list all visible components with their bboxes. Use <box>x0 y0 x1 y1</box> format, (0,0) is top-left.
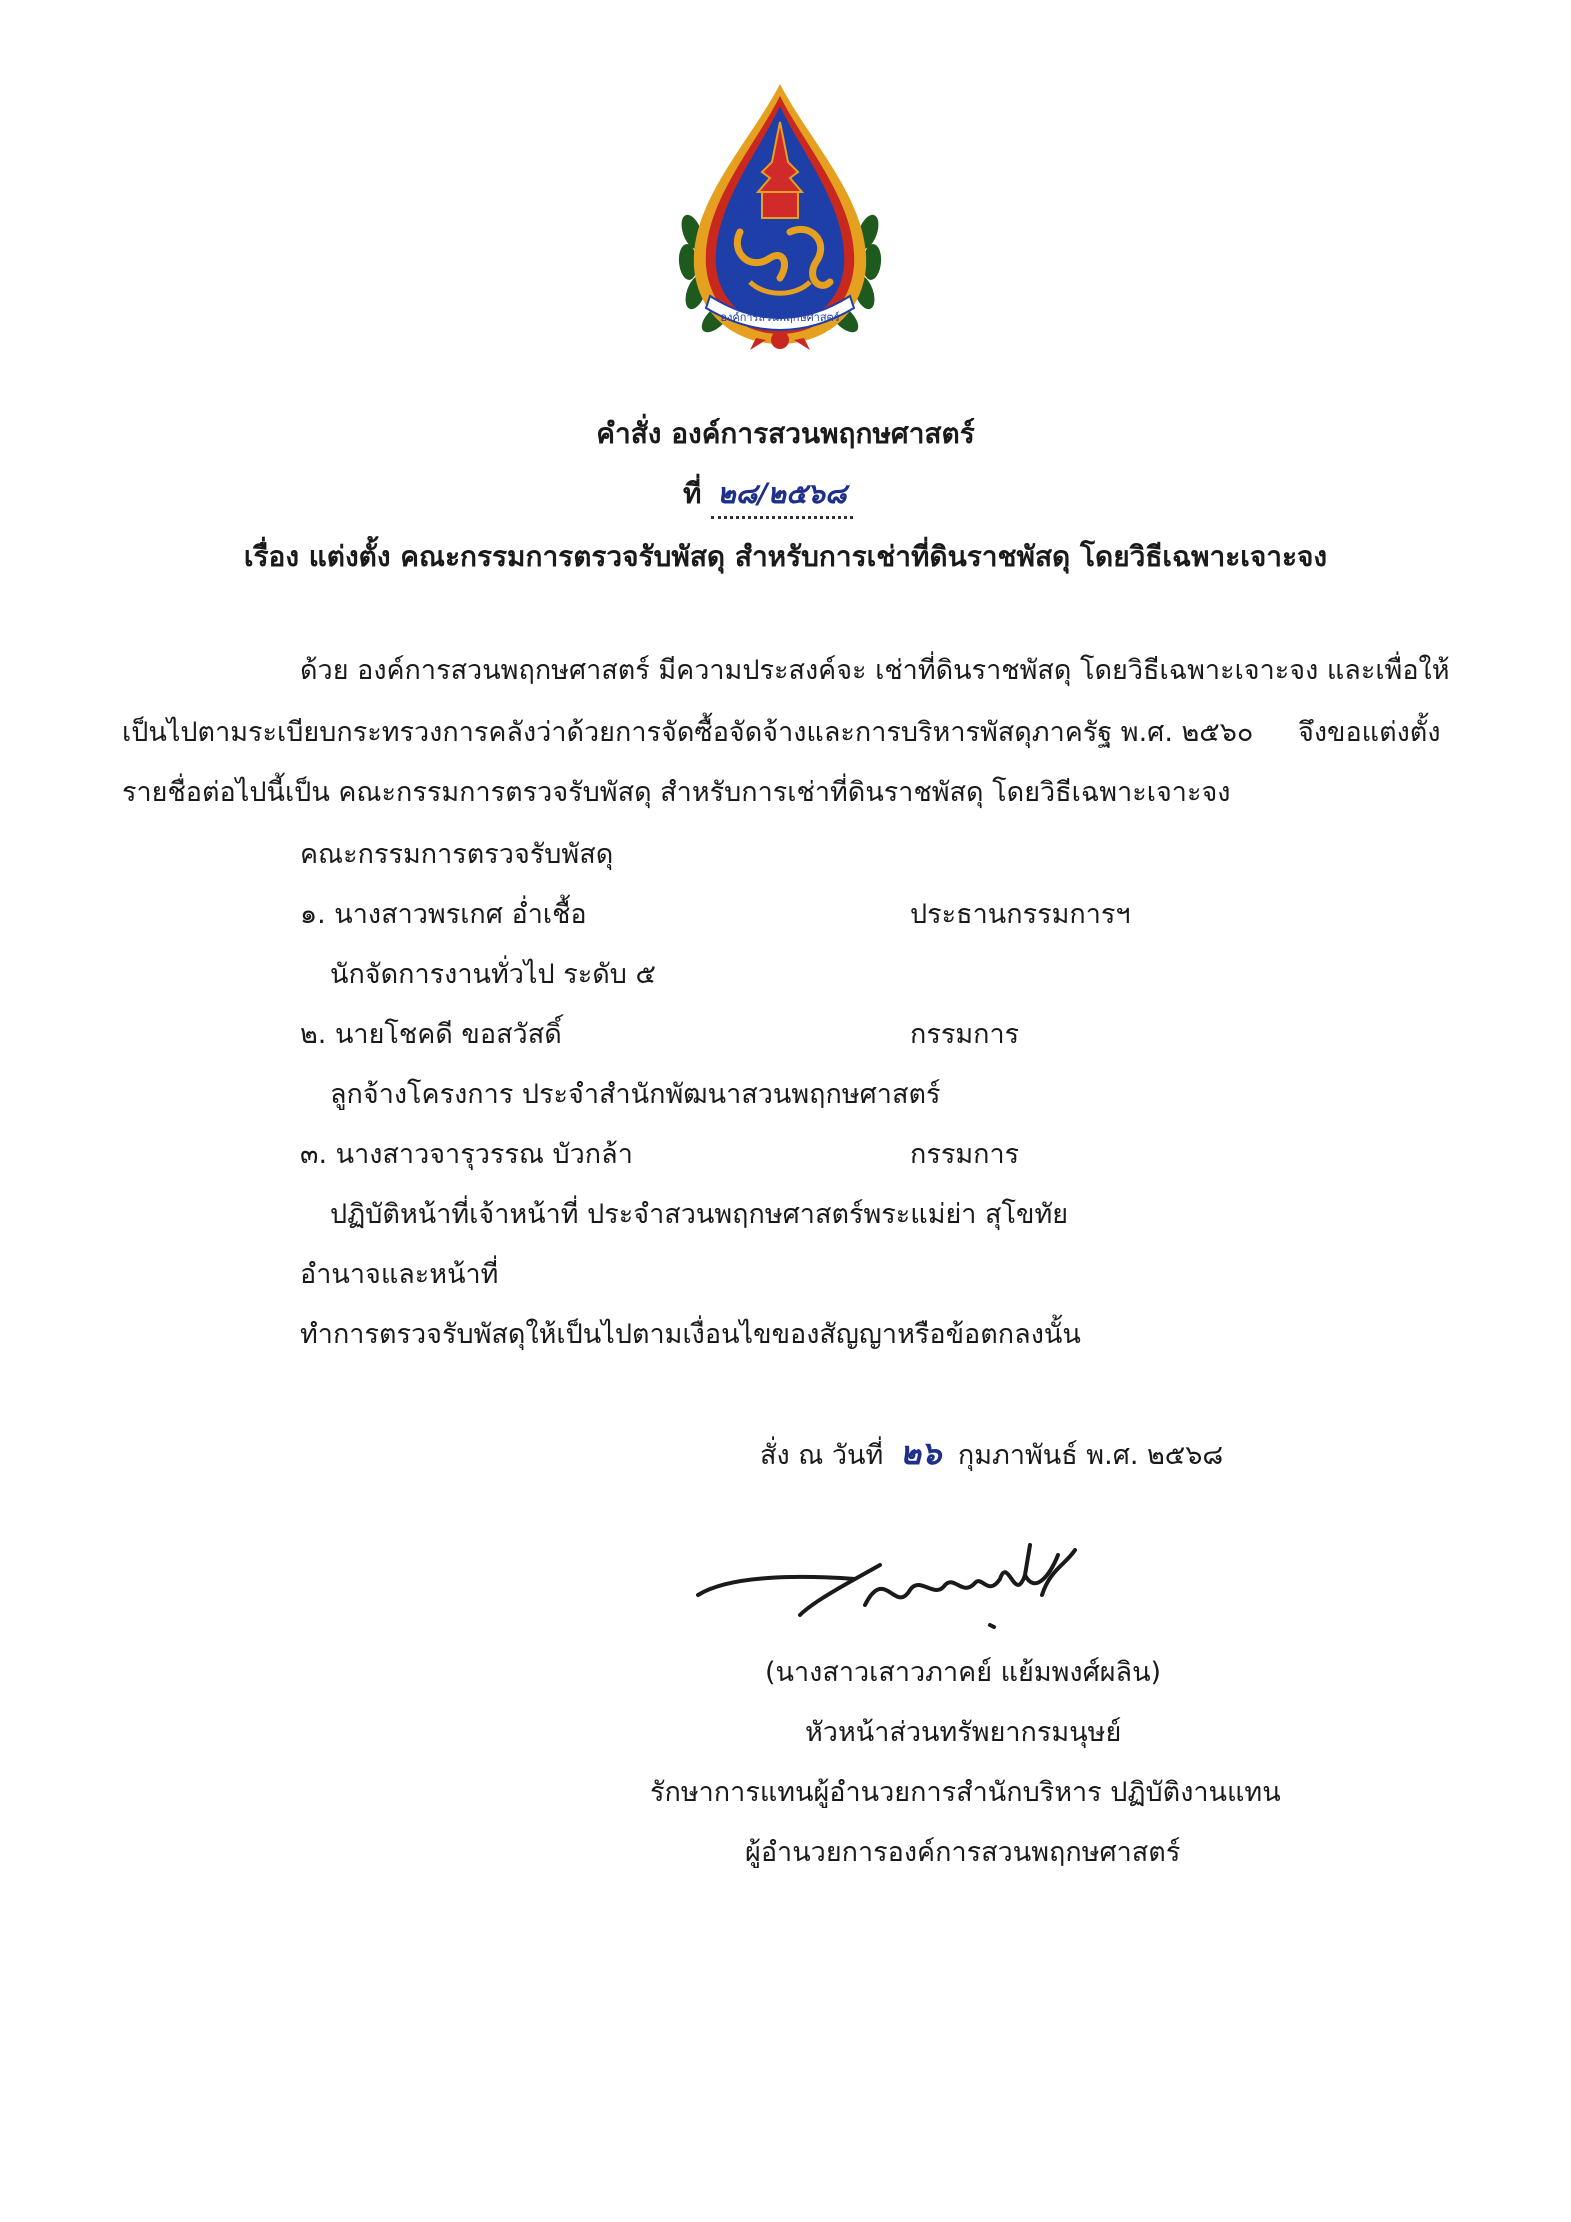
committee-heading: คณะกรรมการตรวจรับพัสดุ <box>300 839 614 870</box>
member-3-name: ๓. นางสาวจารุวรรณ บัวกล้า <box>300 1139 633 1170</box>
signatory-title-1: หัวหน้าส่วนทรัพยากรมนุษย์ <box>805 1717 1122 1748</box>
subject-line: เรื่อง แต่งตั้ง คณะกรรมการตรวจรับพัสดุ สำหรับการเช่าที่ดินราชพัสดุ โดยวิธีเฉพาะเจาะจง <box>243 540 1328 573</box>
member-2-position: ลูกจ้างโครงการ ประจำสำนักพัฒนาสวนพฤกษศาสตร์ <box>330 1079 941 1110</box>
order-number-field <box>711 472 852 519</box>
order-number-value: ๒๘/๒๕๖๘ <box>717 477 847 510</box>
paragraph-line-3: รายชื่อต่อไปนี้เป็น คณะกรรมการตรวจรับพัสดุ สำหรับการเช่าที่ดินราชพัสดุ โดยวิธีเฉพาะเจาะจง <box>122 777 1231 808</box>
paragraph-line-2-end: จึงขอแต่งตั้ง <box>1298 717 1441 748</box>
member-3-role: กรรมการ <box>910 1139 1020 1170</box>
paragraph-line-1: ด้วย องค์การสวนพฤกษศาสตร์ มีความประสงค์จะ เช่าที่ดินราชพัสดุ โดยวิธีเฉพาะเจาะจง และเพื่อให้ <box>300 655 1450 686</box>
organization-seal <box>670 82 890 352</box>
duty-heading: อำนาจและหน้าที่ <box>300 1259 499 1290</box>
date-month-year: กุมภาพันธ์ พ.ศ. ๒๕๖๘ <box>957 1440 1224 1471</box>
order-title: คำสั่ง องค์การสวนพฤกษศาสตร์ <box>596 417 975 450</box>
member-1-name: ๑. นางสาวพรเกศ อ่ำเชื้อ <box>300 899 587 930</box>
duty-text: ทำการตรวจรับพัสดุให้เป็นไปตามเงื่อนไขของสัญญาหรือข้อตกลงนั้น <box>300 1319 1081 1350</box>
date-line <box>760 1428 1223 1479</box>
signatory-title-2: รักษาการแทนผู้อำนวยการสำนักบริหาร ปฏิบัติงานแทน <box>650 1777 1281 1808</box>
member-2-role: กรรมการ <box>910 1019 1020 1050</box>
handwritten-signature <box>690 1535 1110 1645</box>
seal-ribbon-text: องค์การสวนพฤกษศาสตร์ <box>720 311 840 324</box>
paragraph-line-2: เป็นไปตามระเบียบกระทรวงการคลังว่าด้วยการจัดซื้อจัดจ้างและการบริหารพัสดุภาครัฐ พ.ศ. ๒๕๖๐ <box>122 717 1254 748</box>
signatory-name: (นางสาวเสาวภาคย์ แย้มพงศ์ผลิน) <box>765 1657 1162 1688</box>
order-number-line <box>683 472 853 519</box>
member-3-position: ปฏิบัติหน้าที่เจ้าหน้าที่ ประจำสวนพฤกษศาสตร์พระแม่ย่า สุโขทัย <box>330 1199 1069 1230</box>
date-prefix: สั่ง ณ วันที่ <box>760 1440 884 1471</box>
member-1-position: นักจัดการงานทั่วไป ระดับ ๕ <box>330 959 656 990</box>
order-number-label: ที่ <box>683 477 702 510</box>
member-1-role: ประธานกรรมการฯ <box>910 899 1131 930</box>
date-day: ๒๖ <box>899 1434 942 1472</box>
signatory-title-3: ผู้อำนวยการองค์การสวนพฤกษศาสตร์ <box>745 1837 1181 1868</box>
member-2-name: ๒. นายโชคดี ขอสวัสดิ์ <box>300 1019 562 1050</box>
